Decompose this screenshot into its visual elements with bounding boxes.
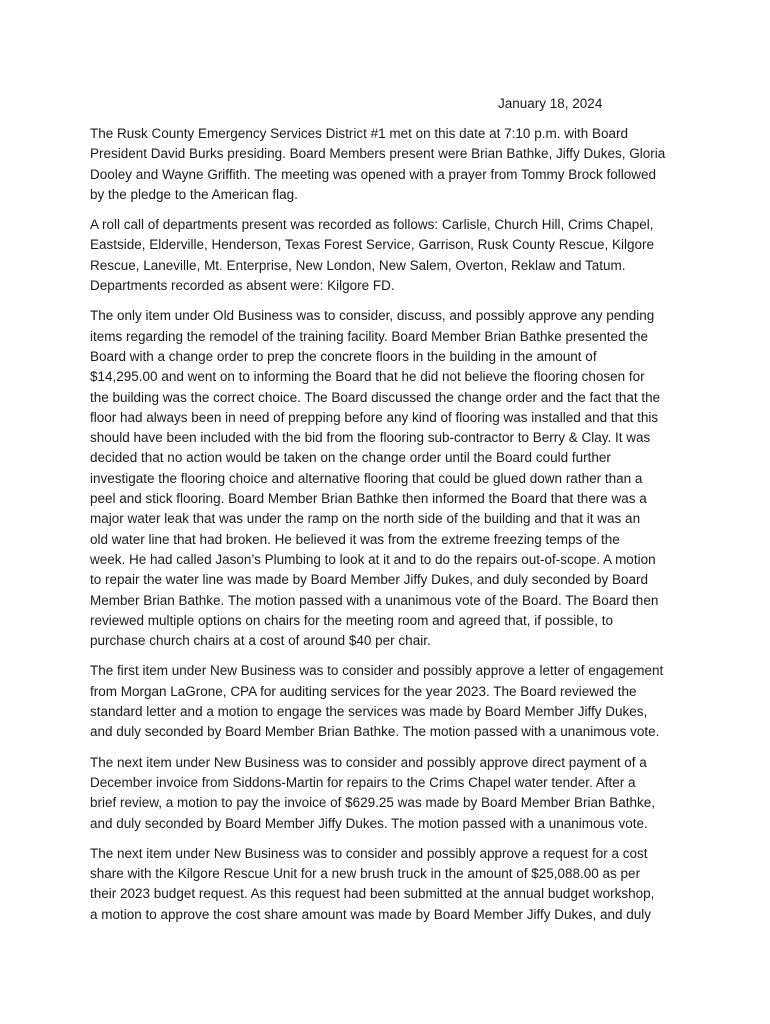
- text-line: the building was the correct choice. The Board discussed the change order and the fact that the: [90, 389, 661, 405]
- text-line: peel and stick flooring. Board Member Brian Bathke then informed the Board that there was a: [90, 491, 647, 507]
- text-line: to repair the water line was made by Board Member Jiffy Dukes, and duly seconded by Board: [90, 572, 649, 588]
- text-line: A roll call of departments present was recorded as follows: Carlisle, Church Hill, Crims Chapel,: [90, 217, 654, 233]
- text-line: The next item under New Business was to consider and possibly approve direct payment of a: [90, 754, 647, 770]
- text-line: President David Burks presiding. Board Members present were Brian Bathke, Jiffy Dukes, Gloria: [90, 146, 666, 162]
- minutes-body: [90, 124, 690, 935]
- text-line: The Rusk County Emergency Services District #1 met on this date at 7:10 p.m. with Board: [90, 126, 628, 141]
- paragraph: [90, 661, 690, 742]
- text-line: a motion to approve the cost share amount was made by Board Member Jiffy Dukes, and duly: [90, 906, 652, 922]
- text-line: their 2023 budget request. As this request had been submitted at the annual budget workshop,: [90, 886, 655, 902]
- text-line: Board with a change order to prep the concrete floors in the building in the amount of: [90, 348, 597, 364]
- text-line: Departments recorded as absent were: Kilgore FD.: [90, 278, 395, 294]
- paragraph: [90, 215, 690, 296]
- text-line: should have been included with the bid from the flooring sub-contractor to Berry & Clay. It was: [90, 430, 651, 446]
- text-line: floor had always been in need of prepping before any kind of flooring was installed and that this: [90, 409, 659, 425]
- text-line: Eastside, Elderville, Henderson, Texas Forest Service, Garrison, Rusk County Rescue, Kilgore: [90, 237, 654, 253]
- text-line: December invoice from Siddons-Martin for repairs to the Crims Chapel water tender. After a: [90, 774, 636, 790]
- text-line: The first item under New Business was to consider and possibly approve a letter of engagement: [90, 663, 664, 679]
- paragraph: [90, 753, 690, 834]
- text-line: $14,295.00 and went on to informing the Board that he did not believe the flooring chosen for: [90, 369, 645, 385]
- paragraph: [90, 844, 690, 925]
- text-line: standard letter and a motion to engage the services was made by Board Member Jiffy Dukes,: [90, 704, 648, 720]
- text-line: by the pledge to the American flag.: [90, 186, 298, 202]
- paragraph: [90, 124, 690, 205]
- meeting-date: January 18, 2024: [498, 96, 603, 111]
- text-line: share with the Kilgore Rescue Unit for a new brush truck in the amount of $25,088.00 as per: [90, 866, 641, 882]
- text-line: major water leak that was under the ramp on the north side of the building and that it was an: [90, 511, 641, 527]
- text-line: Dooley and Wayne Griffith. The meeting was opened with a prayer from Tommy Brock followed: [90, 166, 657, 182]
- text-line: investigate the flooring choice and alternative flooring that could be glued down rather than a: [90, 470, 643, 486]
- text-line: from Morgan LaGrone, CPA for auditing services for the year 2023. The Board reviewed the: [90, 683, 637, 699]
- text-line: Rescue, Laneville, Mt. Enterprise, New London, New Salem, Overton, Reklaw and Tatum.: [90, 257, 626, 273]
- text-line: decided that no action would be taken on the change order until the Board could further: [90, 450, 611, 466]
- text-line: brief review, a motion to pay the invoice of $629.25 was made by Board Member Brian Bathke,: [90, 795, 656, 811]
- text-line: week. He had called Jason’s Plumbing to look at it and to do the repairs out-of-scope. A motion: [90, 551, 656, 567]
- text-line: The only item under Old Business was to consider, discuss, and possibly approve any pending: [90, 308, 655, 324]
- text-line: and duly seconded by Board Member Brian Bathke. The motion passed with a unanimous vote.: [90, 724, 660, 740]
- paragraph: [90, 306, 690, 651]
- text-line: Member Brian Bathke. The motion passed with a unanimous vote of the Board. The Board then: [90, 592, 659, 608]
- text-line: The next item under New Business was to consider and possibly approve a request for a cost: [90, 845, 648, 861]
- text-line: purchase church chairs at a cost of around $40 per chair.: [90, 633, 431, 649]
- text-line: reviewed multiple options on chairs for the meeting room and agreed that, if possible, to: [90, 612, 614, 628]
- text-line: items regarding the remodel of the training facility. Board Member Brian Bathke presented the: [90, 328, 649, 344]
- text-line: old water line that had broken. He believed it was from the extreme freezing temps of the: [90, 531, 620, 547]
- text-line: and duly seconded by Board Member Jiffy Dukes. The motion passed with a unanimous vote.: [90, 815, 648, 831]
